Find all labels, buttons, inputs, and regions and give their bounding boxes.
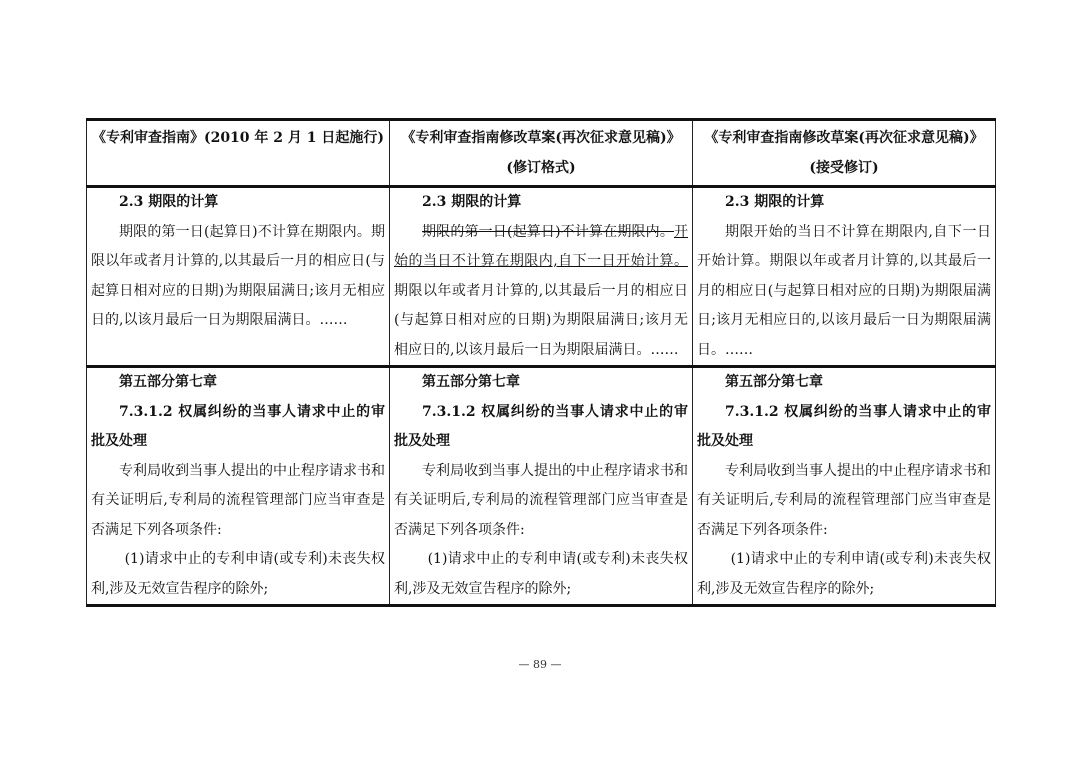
subsection-heading: 7.3.1.2 权属纠纷的当事人请求中止的审批及处理	[91, 403, 385, 449]
comparison-table	[86, 118, 996, 607]
header-col-revision-marked: 《专利审查指南修改草案(再次征求意见稿)》(修订格式)	[390, 120, 693, 187]
table-header-row	[87, 120, 996, 187]
header-col-original: 《专利审查指南》(2010 年 2 月 1 日起施行)	[87, 120, 390, 187]
part-chapter-heading: 第五部分第七章	[119, 374, 217, 390]
subsection-heading: 7.3.1.2 权属纠纷的当事人请求中止的审批及处理	[394, 403, 688, 449]
list-item: (1)请求中止的专利申请(或专利)未丧失权利,涉及无效宣告程序的除外;	[394, 551, 688, 597]
list-item: (1)请求中止的专利申请(或专利)未丧失权利,涉及无效宣告程序的除外;	[697, 551, 991, 597]
section-heading: 2.3 期限的计算	[119, 194, 219, 210]
section-body: 专利局收到当事人提出的中止程序请求书和有关证明后,专利局的流程管理部门应当审查是否满足下列各项条件:	[697, 462, 991, 538]
subsection-heading: 7.3.1.2 权属纠纷的当事人请求中止的审批及处理	[697, 403, 991, 449]
list-item: (1)请求中止的专利申请(或专利)未丧失权利,涉及无效宣告程序的除外;	[91, 551, 385, 597]
table-row	[87, 367, 996, 606]
row1-col2-cell	[390, 187, 693, 367]
row2-col3-cell	[693, 367, 996, 606]
inserted-text: 开始的当日不计算在期限内,自下一日开始计算。	[394, 223, 688, 269]
page-number: — 89 —	[518, 658, 562, 671]
section-body: 期限的第一日(起算日)不计算在期限内。期限以年或者月计算的,以其最后一月的相应日(与起算日相对应的日期)为期限届满日;该月无相应日的,以该月最后一日为期限届满日。……	[91, 223, 385, 328]
section-heading: 2.3 期限的计算	[422, 194, 522, 210]
row1-col1-cell	[87, 187, 390, 367]
part-chapter-heading: 第五部分第七章	[422, 374, 520, 390]
header-col-revision-accepted: 《专利审查指南修改草案(再次征求意见稿)》(接受修订)	[693, 120, 996, 187]
section-body: 专利局收到当事人提出的中止程序请求书和有关证明后,专利局的流程管理部门应当审查是否满足下列各项条件:	[91, 462, 385, 538]
table-row	[87, 187, 996, 367]
section-body: 期限开始的当日不计算在期限内,自下一日开始计算。期限以年或者月计算的,以其最后一月的相应日(与起算日相对应的日期)为期限届满日;该月无相应日的,以该月最后一日为期限届满日。……	[697, 223, 991, 358]
deleted-text: 期限的第一日(起算日)不计算在期限内。	[422, 223, 674, 240]
section-body: 专利局收到当事人提出的中止程序请求书和有关证明后,专利局的流程管理部门应当审查是否满足下列各项条件:	[394, 462, 688, 538]
section-heading: 2.3 期限的计算	[725, 194, 825, 210]
row2-col2-cell	[390, 367, 693, 606]
row2-col1-cell	[87, 367, 390, 606]
section-body-tracked	[394, 218, 688, 366]
unchanged-text: 期限以年或者月计算的,以其最后一月的相应日(与起算日相对应的日期)为期限届满日;该月无相应日的,以该月最后一日为期限届满日。……	[394, 282, 688, 358]
part-chapter-heading: 第五部分第七章	[725, 374, 823, 390]
row1-col3-cell	[693, 187, 996, 367]
